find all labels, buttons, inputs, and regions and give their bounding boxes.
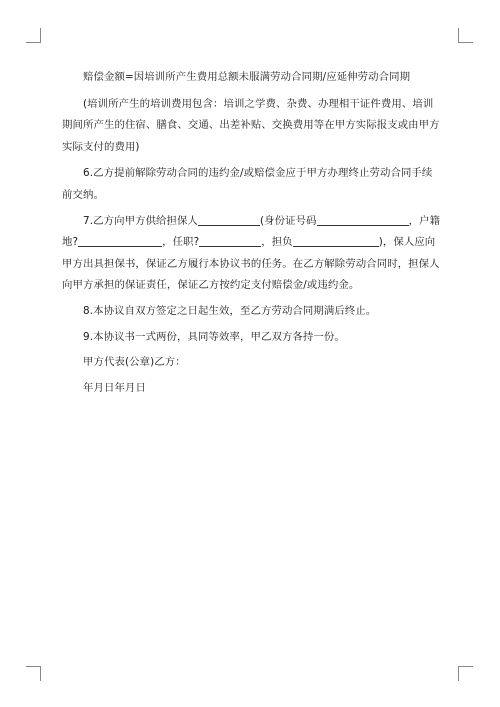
id-number-blank[interactable]	[317, 212, 409, 226]
clause-9: 9.本协议书一式两份，具同等效率，甲乙双方各持一份。	[83, 330, 345, 343]
document-body	[62, 67, 442, 399]
employer-blank[interactable]	[199, 233, 261, 247]
guarantor-name-blank[interactable]	[198, 212, 260, 226]
clause-6: 6.乙方提前解除劳动合同的违约金/或赔偿金应于甲方办理终止劳动合同手续前交纳。	[62, 167, 433, 201]
domicile-blank[interactable]	[78, 233, 162, 247]
crop-mark-bottom-left	[26, 666, 41, 681]
clause-7-text-6: )，保人应向甲方出具担保书，保证乙方履行本协议书的任务。在乙方解除劳动合同时，担保人向甲方承担的保证责任，保证乙方按约定支付赔偿金/或违约金。	[62, 236, 440, 292]
clause-8: 8.本协议自双方签定之日起生效，至乙方劳动合同期满后终止。	[83, 304, 377, 317]
training-cost-note: (培训所产生的培训费用包含：培训之学费、杂费、办理相干证件费用、培训期间所产生的住宿、膳食、交通、出差补贴、交换费用等在甲方实际报支或由甲方实际支付的费用)	[62, 97, 440, 153]
clause-7	[62, 211, 442, 297]
crop-mark-top-left	[26, 28, 41, 43]
clause-7-text-4: ，任职?	[162, 236, 200, 249]
position-blank[interactable]	[293, 233, 379, 247]
clause-7-text-5: ，担负	[261, 236, 293, 249]
compensation-formula: 赔偿金额=因培训所产生费用总额未服满劳动合同期/应延伸劳动合同期	[83, 71, 411, 83]
clause-7-text-3: ，户籍地?	[62, 214, 441, 249]
signature-line: 甲方代表(公章)乙方：	[83, 356, 186, 369]
clause-7-text-1: 7.乙方向甲方供给担保人	[83, 214, 199, 227]
clause-7-text-2: (身份证号码	[260, 214, 317, 227]
date-line: 年月日年月日	[83, 381, 146, 394]
crop-mark-bottom-right	[458, 666, 473, 681]
crop-mark-top-right	[458, 28, 473, 43]
